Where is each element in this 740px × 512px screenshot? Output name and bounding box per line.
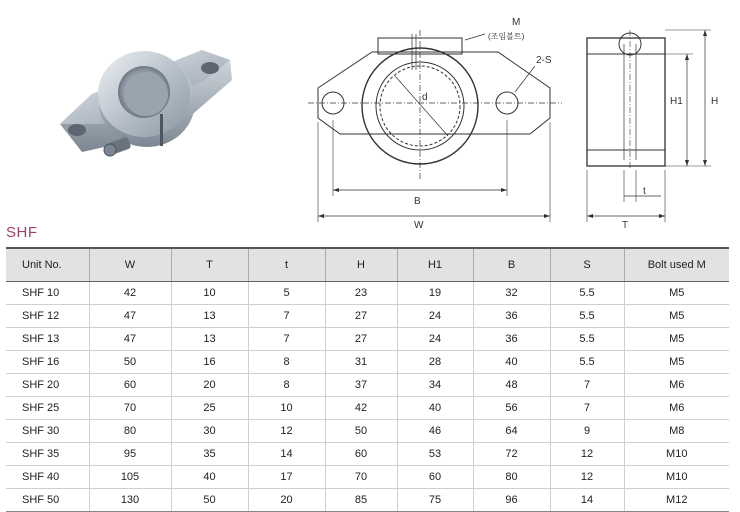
cell-t-upper: 30 bbox=[171, 420, 248, 443]
label-t: T bbox=[622, 220, 629, 231]
header-w: W bbox=[89, 248, 171, 282]
cell-w: 70 bbox=[89, 397, 171, 420]
table-header-row bbox=[6, 248, 729, 282]
cell-h1: 75 bbox=[397, 489, 473, 512]
cell-h1: 34 bbox=[397, 374, 473, 397]
cell-w: 105 bbox=[89, 466, 171, 489]
cell-t-upper: 40 bbox=[171, 466, 248, 489]
cell-h1: 46 bbox=[397, 420, 473, 443]
label-h: H bbox=[711, 96, 719, 107]
cell-s: 14 bbox=[550, 489, 624, 512]
cell-t-upper: 10 bbox=[171, 282, 248, 305]
cell-t-lower: 14 bbox=[248, 443, 325, 466]
cell-unit-no: SHF 12 bbox=[6, 305, 89, 328]
label-b: B bbox=[414, 196, 421, 207]
cell-s: 5.5 bbox=[550, 351, 624, 374]
table-row bbox=[6, 282, 729, 305]
cell-s: 5.5 bbox=[550, 328, 624, 351]
cell-t-upper: 13 bbox=[171, 305, 248, 328]
cell-bolt-used: M5 bbox=[624, 328, 729, 351]
table-row bbox=[6, 374, 729, 397]
cell-bolt-used: M8 bbox=[624, 420, 729, 443]
label-m: M bbox=[512, 17, 521, 28]
cell-h: 31 bbox=[325, 351, 397, 374]
product-photo bbox=[52, 32, 242, 167]
cell-s: 12 bbox=[550, 466, 624, 489]
cell-t-upper: 50 bbox=[171, 489, 248, 512]
cell-w: 50 bbox=[89, 351, 171, 374]
cell-b: 36 bbox=[473, 328, 550, 351]
cell-unit-no: SHF 35 bbox=[6, 443, 89, 466]
cell-w: 47 bbox=[89, 305, 171, 328]
cell-h1: 28 bbox=[397, 351, 473, 374]
table-row bbox=[6, 443, 729, 466]
cell-bolt-used: M5 bbox=[624, 305, 729, 328]
header-h: H bbox=[325, 248, 397, 282]
label-t-small: t bbox=[643, 186, 646, 197]
cell-unit-no: SHF 30 bbox=[6, 420, 89, 443]
cell-unit-no: SHF 10 bbox=[6, 282, 89, 305]
cell-bolt-used: M10 bbox=[624, 466, 729, 489]
table-row bbox=[6, 305, 729, 328]
cell-t-lower: 20 bbox=[248, 489, 325, 512]
cell-w: 95 bbox=[89, 443, 171, 466]
cell-t-lower: 12 bbox=[248, 420, 325, 443]
header-bolt-used: Bolt used M bbox=[624, 248, 729, 282]
cell-h: 37 bbox=[325, 374, 397, 397]
label-w: W bbox=[414, 220, 424, 231]
cell-h: 27 bbox=[325, 328, 397, 351]
cell-h: 85 bbox=[325, 489, 397, 512]
cell-bolt-used: M12 bbox=[624, 489, 729, 512]
cell-s: 7 bbox=[550, 397, 624, 420]
cell-bolt-used: M5 bbox=[624, 351, 729, 374]
header-b: B bbox=[473, 248, 550, 282]
cell-h: 70 bbox=[325, 466, 397, 489]
cell-t-upper: 13 bbox=[171, 328, 248, 351]
table-row bbox=[6, 397, 729, 420]
table-row bbox=[6, 420, 729, 443]
cell-bolt-used: M6 bbox=[624, 397, 729, 420]
cell-s: 5.5 bbox=[550, 305, 624, 328]
cell-t-lower: 7 bbox=[248, 328, 325, 351]
cell-w: 60 bbox=[89, 374, 171, 397]
side-view-drawing bbox=[575, 10, 735, 235]
cell-t-lower: 5 bbox=[248, 282, 325, 305]
cell-t-upper: 35 bbox=[171, 443, 248, 466]
cell-s: 5.5 bbox=[550, 282, 624, 305]
cell-b: 64 bbox=[473, 420, 550, 443]
cell-h1: 53 bbox=[397, 443, 473, 466]
table-row bbox=[6, 351, 729, 374]
cell-t-upper: 25 bbox=[171, 397, 248, 420]
cell-unit-no: SHF 16 bbox=[6, 351, 89, 374]
cell-h: 23 bbox=[325, 282, 397, 305]
table-row bbox=[6, 489, 729, 512]
header-h1: H1 bbox=[397, 248, 473, 282]
cell-b: 40 bbox=[473, 351, 550, 374]
cell-s: 7 bbox=[550, 374, 624, 397]
cell-h1: 19 bbox=[397, 282, 473, 305]
cell-w: 80 bbox=[89, 420, 171, 443]
cell-t-lower: 8 bbox=[248, 351, 325, 374]
cell-h: 60 bbox=[325, 443, 397, 466]
table-row bbox=[6, 466, 729, 489]
header-t-upper: T bbox=[171, 248, 248, 282]
cell-s: 9 bbox=[550, 420, 624, 443]
cell-b: 36 bbox=[473, 305, 550, 328]
cell-h: 42 bbox=[325, 397, 397, 420]
cell-t-lower: 7 bbox=[248, 305, 325, 328]
cell-w: 47 bbox=[89, 328, 171, 351]
label-h1: H1 bbox=[670, 96, 683, 107]
cell-bolt-used: M10 bbox=[624, 443, 729, 466]
cell-s: 12 bbox=[550, 443, 624, 466]
cell-unit-no: SHF 25 bbox=[6, 397, 89, 420]
cell-b: 80 bbox=[473, 466, 550, 489]
cell-h1: 40 bbox=[397, 397, 473, 420]
cell-h: 50 bbox=[325, 420, 397, 443]
cell-b: 56 bbox=[473, 397, 550, 420]
cell-h1: 24 bbox=[397, 305, 473, 328]
cell-unit-no: SHF 50 bbox=[6, 489, 89, 512]
cell-t-upper: 16 bbox=[171, 351, 248, 374]
cell-unit-no: SHF 13 bbox=[6, 328, 89, 351]
section-title: SHF bbox=[6, 224, 38, 241]
cell-unit-no: SHF 20 bbox=[6, 374, 89, 397]
label-clamp-bolt: (조임볼트) bbox=[488, 32, 525, 41]
cell-t-lower: 10 bbox=[248, 397, 325, 420]
cell-bolt-used: M5 bbox=[624, 282, 729, 305]
table-row bbox=[6, 328, 729, 351]
cell-unit-no: SHF 40 bbox=[6, 466, 89, 489]
header-t-lower: t bbox=[248, 248, 325, 282]
cell-t-upper: 20 bbox=[171, 374, 248, 397]
cell-b: 48 bbox=[473, 374, 550, 397]
cell-t-lower: 17 bbox=[248, 466, 325, 489]
cell-h1: 24 bbox=[397, 328, 473, 351]
cell-h: 27 bbox=[325, 305, 397, 328]
cell-b: 96 bbox=[473, 489, 550, 512]
label-d: d bbox=[422, 92, 428, 103]
spec-table bbox=[6, 247, 729, 512]
cell-w: 130 bbox=[89, 489, 171, 512]
header-s: S bbox=[550, 248, 624, 282]
cell-b: 72 bbox=[473, 443, 550, 466]
header-unit-no: Unit No. bbox=[6, 248, 89, 282]
cell-h1: 60 bbox=[397, 466, 473, 489]
label-2s: 2-S bbox=[536, 55, 552, 66]
cell-t-lower: 8 bbox=[248, 374, 325, 397]
cell-bolt-used: M6 bbox=[624, 374, 729, 397]
cell-b: 32 bbox=[473, 282, 550, 305]
cell-w: 42 bbox=[89, 282, 171, 305]
front-view-drawing bbox=[300, 10, 570, 235]
